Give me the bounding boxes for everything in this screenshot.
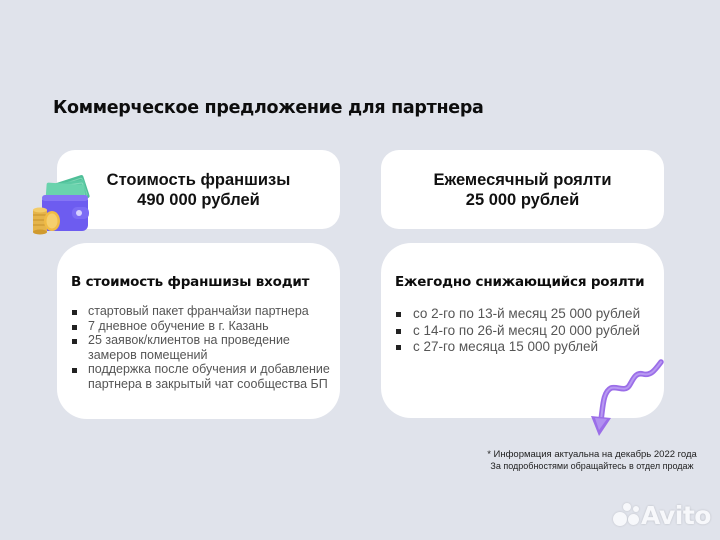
franchise-includes-heading: В стоимость франшизы входит — [71, 274, 310, 290]
monthly-royalty-card — [381, 150, 664, 229]
footnote-contact: За подробностями обращайтесь в отдел продаж — [490, 460, 694, 471]
list-item: 25 заявок/клиентов на проведение замеров помещений — [71, 333, 333, 362]
avito-watermark — [612, 500, 712, 530]
list-item: поддержка после обучения и добавление партнера в закрытый чат сообщества БП — [71, 362, 333, 391]
franchise-includes-list — [71, 304, 333, 391]
list-item: с 14-го по 26-й месяц 20 000 рублей — [395, 323, 657, 340]
franchise-includes-card — [57, 243, 340, 419]
franchise-price-card — [57, 150, 340, 229]
decreasing-royalty-heading: Ежегодно снижающийся роялти — [395, 274, 645, 290]
monthly-royalty-label: Ежемесячный роялти — [433, 170, 612, 189]
franchise-price-value: 490 000 рублей — [137, 190, 260, 209]
page-title: Коммерческое предложение для партнера — [53, 98, 484, 118]
footnote-date: * Информация актуальна на декабрь 2022 года — [487, 449, 697, 460]
decreasing-royalty-list — [395, 306, 657, 356]
list-item: с 27-го месяца 15 000 рублей — [395, 339, 657, 356]
wallet-with-money-icon — [28, 174, 98, 236]
footnote — [472, 449, 712, 472]
list-item: стартовый пакет франчайзи партнера — [71, 304, 333, 319]
downward-wavy-arrow-icon — [585, 352, 670, 440]
avito-logo-icon — [612, 503, 640, 527]
monthly-royalty-value: 25 000 рублей — [465, 190, 580, 209]
list-item: 7 дневное обучение в г. Казань — [71, 319, 333, 334]
avito-wordmark: Avito — [641, 501, 711, 530]
franchise-price-label: Стоимость франшизы — [106, 170, 291, 189]
list-item: со 2-го по 13-й месяц 25 000 рублей — [395, 306, 657, 323]
